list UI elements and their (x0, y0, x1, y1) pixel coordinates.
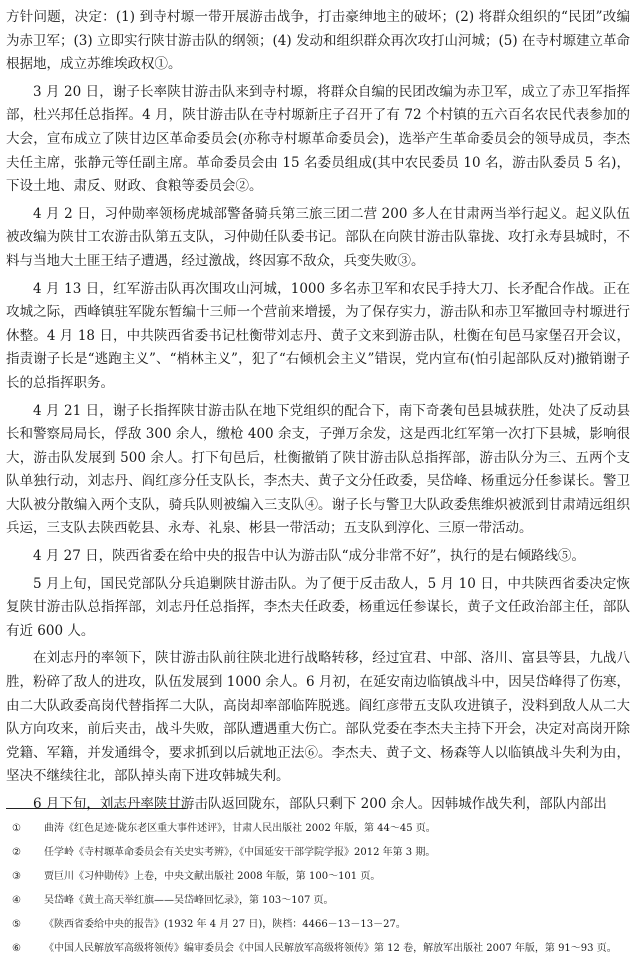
footnote-mark: ④ (12, 895, 21, 906)
footnote-mark: ① (12, 823, 21, 834)
body-text (6, 6, 630, 821)
footnote-text: 任学岭《寺村塬革命委员会有关史实考辨》，《中国延安干部学院学报》2012 年第 3 期。 (44, 847, 436, 858)
paragraph-4: 4 月 13 日，红军游击队再次围攻山河城，1000 多名赤卫军和农民手持大刀、长矛配合作战。正在攻城之际，西峰镇驻军陇东暂编十三师一个营前来增援，为了保存实力，游击队和赤卫军撤回寺村塬进行休整。4 月 18 日，中共陕西省委书记杜衡带刘志丹、黄子文来到游击队，杜衡在旬邑马家堡召开会议，指责谢子长是“逃跑主义”、“梢林主义”，犯了“右倾机会主义”错误，党内宣布(怕引起部队反对)撤销谢子长的总指挥职务。 (6, 280, 630, 391)
footnotes (12, 820, 630, 964)
footnote-2 (12, 844, 630, 861)
footnote-6 (12, 940, 630, 957)
footnote-mark: ⑥ (12, 943, 21, 954)
paragraph-7: 5 月上旬，国民党部队分兵追剿陕甘游击队。为了便于反击敌人，5 月 10 日，中共陕西省委决定恢复陕甘游击队总指挥部，刘志丹任总指挥，李杰夫任政委，杨重远任参谋长，黄子文任政治部主任，部队有近 600 人。 (6, 575, 630, 639)
footnote-text: 吴岱峰《黄土高天举红旗——吴岱峰回忆录》，第 103～107 页。 (44, 895, 334, 906)
footnote-text: 曲涛《红色足迹·陇东老区重大事件述评》，甘肃人民出版社 2002 年版，第 44～45 页。 (44, 823, 436, 834)
footnote-text: 《陕西省委给中央的报告》(1932 年 4 月 27 日)，陕档：4466－13－13－27。 (44, 919, 406, 930)
footnote-3 (12, 868, 630, 885)
paragraph-9: 6 月下旬，刘志丹率陕甘游击队返回陇东，部队只剩下 200 余人。因韩城作战失利，部队内部出 (33, 796, 607, 812)
footnote-text: 《中国人民解放军高级将领传》编审委员会《中国人民解放军高级将领传》第 12 卷，解放军出版社 2007 年版，第 91～93 页。 (44, 943, 617, 954)
paragraph-3: 4 月 2 日，习仲勋率领杨虎城部警备骑兵第三旅三团二营 200 多人在甘肃两当举行起义。起义队伍被改编为陕甘工农游击队第五支队，习仲勋任队委书记。部队在向陕甘游击队靠拢、攻打永寿县城时，不料与当地大土匪王结子遭遇，经过激战，终因寡不敌众，兵变失败③。 (6, 205, 630, 269)
footnote-4 (12, 892, 630, 909)
footnote-mark: ③ (12, 871, 21, 882)
footnote-mark: ⑤ (12, 919, 21, 930)
footnote-text: 贾巨川《习仲勋传》上卷，中央文献出版社 2008 年版，第 100～101 页。 (44, 871, 381, 882)
paragraph-2: 3 月 20 日，谢子长率陕甘游击队来到寺村塬，将群众自编的民团改编为赤卫军，成立了赤卫军指挥部，杜兴邦任总指挥。4 月，陕甘游击队在寺村塬新庄子召开了有 72 个村镇的五六百名农民代表参加的大会，宣布成立了陕甘边区革命委员会(亦称寺村塬革命委员会)，选举产生革命委员会的领导成员，李杰夫任主席，张静元等任副主席。革命委员会由 15 名委员组成(其中农民委员 10 名，游击队委员 5 名)，下设土地、肃反、财政、食粮等委员会②。 (6, 83, 630, 195)
footnote-mark: ② (12, 847, 21, 858)
paragraph-8: 在刘志丹的率领下，陕甘游击队前往陕北进行战略转移，经过宜君、中部、洛川、富县等县，九战八胜，粉碎了敌人的进攻，队伍发展到 1000 余人。6 月初，在延安南边临镇战斗中，因吴岱峰得了伤寒，由二大队政委高岗代替指挥二大队，高岗却率部临阵脱逃。阎红彦带五支队攻进镇子，没料到敌人从二大队方向攻来，前后夹击，战斗失败，部队遭遇重大伤亡。部队党委在李杰夫主持下开会，决定对高岗开除党籍、军籍，并发通缉令，要求抓到以后就地正法⑥。李杰夫、黄子文、杨森等人以临镇战斗失利为由，坚决不继续往北，部队掉头南下进攻韩城失利。 (6, 650, 630, 785)
footnote-1 (12, 820, 630, 837)
footnote-divider (6, 808, 186, 809)
paragraph-5: 4 月 21 日，谢子长指挥陕甘游击队在地下党组织的配合下，南下奇袭旬邑县城获胜，处决了反动县长和警察局局长，俘敌 300 余人，缴枪 400 余支，子弹万余发，这是西北红军第一次打下县城，影响很大，游击队发展到 500 余人。打下旬邑后，杜衡撤销了陕甘游击队总指挥部，游击队分为三、五两个支队单独行动，刘志丹、阎红彦分任支队长，李杰夫、黄子文分任政委，吴岱峰、杨重远分任参谋长。警卫大队被分散编入两个支队，骑兵队则被编入三支队④。谢子长与警卫大队政委焦维炽被派到甘肃靖远组织兵运，三支队去陕西乾县、永寿、礼泉、彬县一带活动；五支队到淳化、三原一带活动。 (6, 402, 630, 537)
paragraph-1: 方针问题，决定：(1) 到寺村塬一带开展游击战争，打击豪绅地主的破坏；(2) 将群众组织的“民团”改编为赤卫军；(3) 立即实行陕甘游击队的纲领；(4) 发动和组织群众再次攻打山河城；(5) 在寺村塬建立革命根据地，成立苏维埃政权①。 (6, 9, 630, 73)
footnote-5 (12, 916, 630, 933)
paragraph-6: 4 月 27 日，陕西省委在给中央的报告中认为游击队“成分非常不好”，执行的是右倾路线⑤。 (33, 548, 585, 565)
